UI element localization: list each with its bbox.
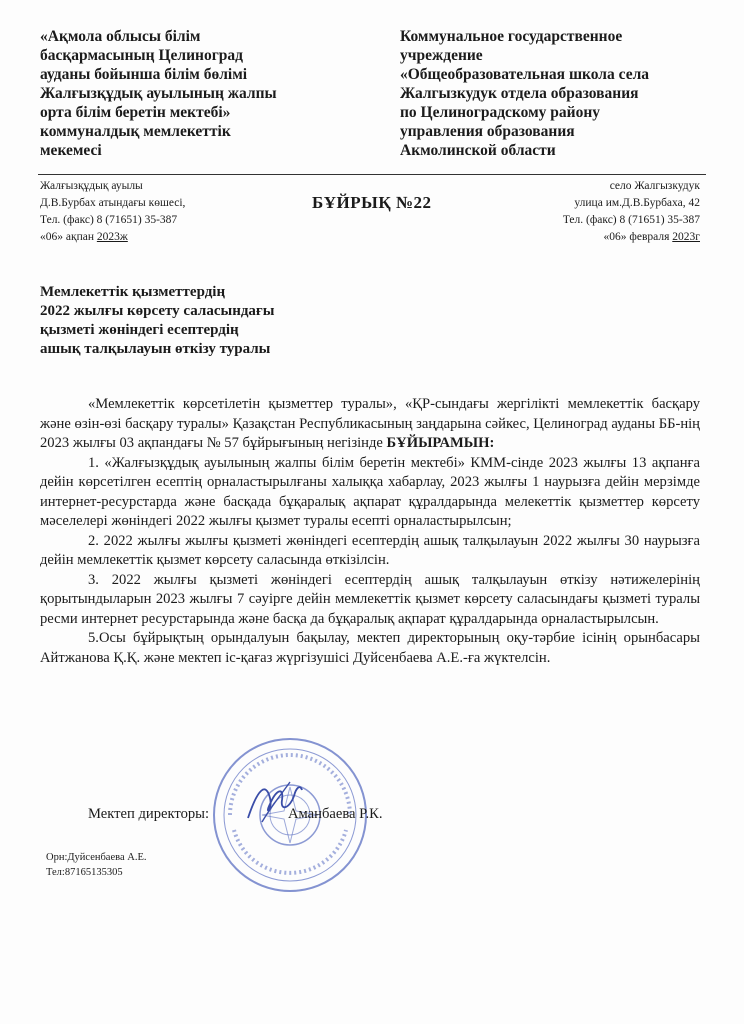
header-kz-line: коммуналдық мемлекеттік	[40, 123, 231, 140]
address-kz-line: Д.В.Бурбах атындағы көшесі,	[40, 197, 186, 209]
subject-line: ашық талқылауын өткізу туралы	[40, 341, 271, 357]
header-ru-line: Коммунальное государственное	[400, 28, 623, 45]
order-title: БҰЙРЫҚ №22	[312, 193, 432, 212]
date-ru: «06» февраля 2023г	[603, 231, 700, 243]
address-kz-line: Тел. (факс) 8 (71651) 35-387	[40, 214, 178, 226]
header-ru-line: управления образования	[400, 123, 575, 140]
order-subject	[40, 283, 340, 359]
signature-position: Мектеп директоры:	[88, 806, 210, 822]
subject-line: Мемлекеттік қызметтердің	[40, 284, 226, 300]
header-kz-line: басқармасының Целиноград	[40, 47, 243, 64]
subject-line: 2022 жылғы көрсету саласындағы	[40, 303, 275, 319]
header-kz-line: «Ақмола облысы білім	[40, 28, 201, 45]
header-divider	[38, 174, 706, 175]
subject-line: қызметі жөніндегі есептердің	[40, 322, 239, 338]
header-kz-line: мекемесі	[40, 142, 102, 159]
executor-name: Орн:Дуйсенбаева А.Е.	[46, 852, 147, 863]
body-item-2: 2. 2022 жылғы жылғы қызметі жөніндегі есептердің ашық талқылауын 2022 жылғы 30 наурызға дейін мемлекеттік қызмет көрсету саласында өткізілсін.	[40, 532, 700, 568]
signature-name: Аманбаева Р.К.	[288, 806, 383, 822]
date-kz: «06» ақпан 2023ж	[40, 231, 128, 243]
address-ru-line: село Жалгызкудук	[609, 180, 700, 192]
address-ru-line: улица им.Д.В.Бурбаха, 42	[574, 197, 700, 209]
footer-executor	[46, 850, 146, 880]
header-ru-line: учреждение	[400, 47, 483, 64]
body-item-1: 1. «Жалғызқұдық ауылының жалпы білім беретін мектебі» КММ-сінде 2023 жылғы 13 ақпанға дейін көрсетілген есептің орналастырылғаны халыққа хабарлау, 2023 жылғы 1 наурызға дейін мерзімде интернет-ресурстарда және басқада бұқаралық ақпарат құралдарында мелекеттік қызметтер көрсету мәселелері жөніндегі 2022 жылғы қызмет туралы есепті орналастырылсын;	[40, 454, 700, 529]
header-kz-line: ауданы бойынша білім бөлімі	[40, 66, 248, 83]
body-item-5: 5.Осы бұйрықтың орындалуын бақылау, мектеп директорының оқу-тәрбие ісінің орынбасары Айтжанова Қ.Қ. және мектеп іс-қағаз жүргізушісі Дуйсенбаева А.Е.-ға жүктелсін.	[40, 630, 700, 666]
address-kz-line: Жалғызқұдық ауылы	[40, 180, 143, 192]
header-ru-line: Жалгызкудук отдела образования	[400, 85, 639, 102]
header-kz-line: Жалғызқұдық ауылының жалпы	[40, 85, 277, 102]
body-intro: «Мемлекеттік көрсетілетін қызметтер туралы», «ҚР-сындағы жергілікті мемлекеттік басқару және өзін-өзі басқару туралы» Қазақстан Республикасының заңдарына сәйкес, Целиноград ауданы ББ-нің 2023 жылғы 03 ақпандағы № 57 бұйрығының негізінде БҰЙЫРАМЫН:	[40, 396, 700, 451]
header-kz-line: орта білім беретін мектебі»	[40, 104, 231, 121]
header-ru-line: Акмолинской области	[400, 142, 556, 159]
header-ru-line: «Общеобразовательная школа села	[400, 66, 650, 83]
address-russian	[520, 178, 700, 246]
header-russian	[400, 27, 720, 160]
header-ru-line: по Целиноградскому району	[400, 104, 601, 121]
body-item-3: 3. 2022 жылғы қызметі жөніндегі есептердің ашық талқылауын өткізу нәтижелерінің қорытындыларын 2023 жылғы 7 сәуірге дейін мемлекеттік қызмет көрсету саласындағы қызметі туралы ресми интернет ресурстарында және басқа да бұқаралық ақпарат құралдарында орналастырылсын.	[40, 571, 700, 627]
order-keyword: БҰЙЫРАМЫН:	[386, 435, 495, 451]
address-kazakh	[40, 178, 185, 246]
order-body	[40, 395, 700, 668]
address-ru-line: Тел. (факс) 8 (71651) 35-387	[562, 214, 700, 226]
executor-phone: Тел:87165135305	[46, 867, 123, 878]
header-kazakh	[40, 27, 340, 160]
